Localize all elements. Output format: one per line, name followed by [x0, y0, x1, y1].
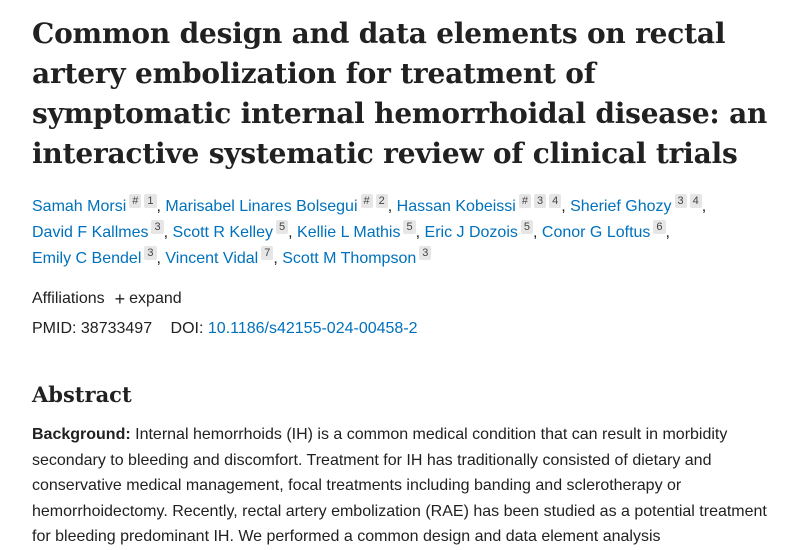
author-entry [172, 221, 293, 241]
pmid-label: PMID: [32, 320, 77, 337]
affiliation-superscript[interactable]: 4 [549, 194, 561, 208]
author-link[interactable]: Hassan Kobeissi [396, 198, 516, 215]
author-separator: , [561, 198, 566, 215]
doi-label: DOI: [170, 320, 204, 337]
affiliation-superscript[interactable]: 7 [261, 246, 273, 260]
affiliation-superscript[interactable]: # [361, 194, 373, 208]
author-link[interactable]: Kellie L Mathis [297, 224, 401, 241]
author-link[interactable]: Eric J Dozois [424, 224, 518, 241]
affiliation-superscript[interactable]: 1 [144, 194, 156, 208]
doi-link[interactable]: 10.1186/s42155-024-00458-2 [207, 320, 418, 337]
author-link[interactable]: Samah Morsi [32, 198, 127, 215]
author-link[interactable]: Marisabel Linares Bolsegui [165, 198, 358, 215]
author-separator: , [273, 250, 278, 267]
author-link[interactable]: Vincent Vidal [165, 250, 259, 267]
author-list [32, 194, 792, 272]
author-entry [297, 221, 421, 241]
author-separator: , [533, 224, 538, 241]
author-entry [165, 247, 278, 267]
affiliation-superscript[interactable]: 5 [521, 220, 533, 234]
affiliation-superscript[interactable]: 3 [151, 220, 163, 234]
author-separator: , [415, 224, 421, 241]
affiliation-superscript[interactable]: 4 [690, 194, 702, 208]
author-separator: , [163, 224, 169, 241]
author-entry [32, 247, 161, 267]
author-link[interactable]: Conor G Loftus [541, 224, 651, 241]
affiliation-superscript[interactable]: 2 [376, 194, 388, 208]
author-link[interactable]: David F Kallmes [32, 224, 149, 241]
affiliations-row[interactable] [32, 288, 792, 310]
affiliation-superscript[interactable]: # [129, 194, 141, 208]
affiliation-superscript[interactable]: 5 [276, 220, 288, 234]
author-link[interactable]: Sherief Ghozy [570, 198, 672, 215]
affiliation-superscript[interactable]: 6 [653, 220, 665, 234]
author-link[interactable]: Scott R Kelley [172, 224, 273, 241]
author-separator: , [156, 250, 161, 267]
affiliations-label: Affiliations [32, 290, 105, 307]
author-separator: , [156, 198, 161, 215]
background-text: Internal hemorrhoids (IH) is a common medical condition that can result in morbidity secondary to bleeding and discomfort. Treatment for IH has traditionally consisted of dietary and conservative medical management, focal treatments including banding and sclerotherapy or hemorrhoidectomy. Recently, rectal artery embolization (RAE) has been studied as a potential treatment for bleeding predominant IH. We performed a common design and data element analysis [32, 426, 767, 545]
affiliation-superscript[interactable]: 3 [419, 246, 431, 260]
plus-icon[interactable]: + [114, 289, 126, 309]
affiliation-superscript[interactable]: 5 [403, 220, 415, 234]
author-separator: , [665, 224, 670, 241]
article-title: Common design and data elements on rectal artery embolization for treatment of symptomatic internal hemorrhoidal disease: an interactive systematic review of clinical trials [32, 17, 768, 170]
author-entry [32, 221, 169, 241]
author-entry [165, 195, 393, 215]
author-separator: , [701, 198, 707, 215]
affiliation-superscript[interactable]: 3 [675, 194, 687, 208]
author-entry [424, 221, 538, 241]
author-entry [570, 195, 707, 215]
abstract-background [32, 422, 782, 550]
author-link[interactable]: Scott M Thompson [282, 250, 417, 267]
expand-button[interactable]: expand [129, 290, 182, 307]
affiliation-superscript[interactable]: 3 [144, 246, 156, 260]
author-entry [541, 221, 670, 241]
background-label: Background: [32, 426, 131, 443]
abstract-heading: Abstract [32, 382, 132, 407]
author-entry [32, 195, 161, 215]
author-separator: , [288, 224, 293, 241]
pmid-value: 38733497 [80, 320, 153, 337]
affiliation-superscript[interactable]: 3 [534, 194, 546, 208]
identifiers-row [32, 318, 792, 340]
author-entry [282, 247, 431, 267]
author-link[interactable]: Emily C Bendel [32, 250, 142, 267]
author-separator: , [387, 198, 393, 215]
affiliation-superscript[interactable]: # [519, 194, 531, 208]
author-entry [396, 195, 566, 215]
